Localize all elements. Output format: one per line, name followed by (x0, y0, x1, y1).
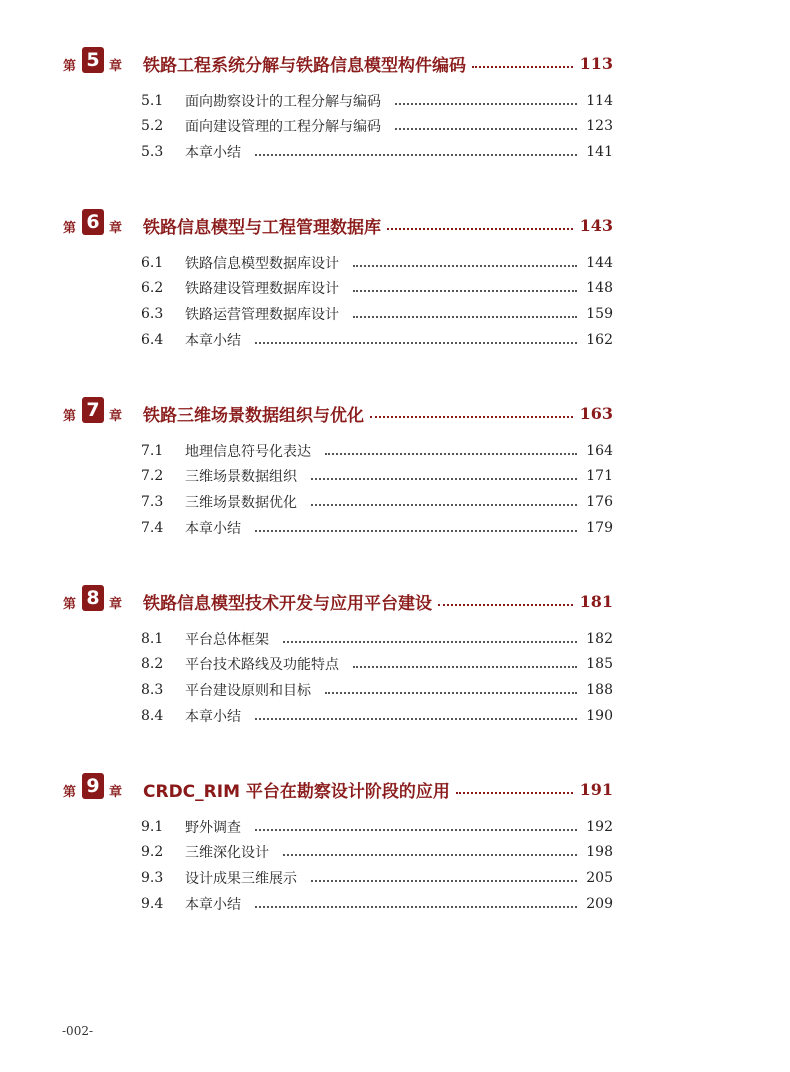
dot-leader (255, 829, 577, 831)
toc-entry[interactable] (141, 88, 613, 114)
section-title: 本章小结 (185, 144, 241, 161)
chapter-prefix: 第 (63, 221, 77, 236)
chapter-page[interactable]: 181 (579, 592, 613, 611)
chapter-number-badge: 6 (82, 209, 104, 235)
dot-leader (472, 66, 573, 68)
toc-entry[interactable] (141, 327, 613, 353)
section-number: 7.2 (141, 468, 164, 485)
section-number: 5.1 (141, 92, 164, 109)
dot-leader (325, 453, 577, 455)
toc-entry[interactable] (141, 652, 613, 678)
chapter-heading (0, 397, 790, 433)
section-title: 地理信息符号化表达 (185, 443, 311, 460)
chapter-title[interactable]: 铁路工程系统分解与铁路信息模型构件编码 (143, 56, 466, 76)
section-number: 6.2 (141, 280, 164, 297)
section-title: 三维场景数据优化 (185, 494, 297, 511)
toc-entry[interactable] (141, 114, 613, 140)
toc-entry[interactable] (141, 865, 613, 891)
section-title: 平台建设原则和目标 (185, 682, 311, 699)
section-title: 铁路运营管理数据库设计 (185, 306, 339, 323)
section-number: 7.1 (141, 442, 164, 459)
dot-leader (255, 530, 577, 532)
chapter-page[interactable]: 113 (579, 54, 613, 73)
chapter-prefix: 第 (63, 409, 77, 424)
section-number: 7.4 (141, 519, 164, 536)
chapter-heading (0, 209, 790, 245)
chapter-heading (0, 773, 790, 809)
dot-leader (353, 265, 577, 267)
section-page: 192 (586, 818, 613, 835)
section-number: 5.2 (141, 118, 164, 135)
section-title: 平台总体框架 (185, 631, 269, 648)
toc-entry[interactable] (141, 489, 613, 515)
chapter-page[interactable]: 163 (579, 404, 613, 423)
dot-leader (438, 604, 573, 606)
section-page: 198 (586, 844, 613, 861)
dot-leader (353, 316, 577, 318)
toc-entry[interactable] (141, 840, 613, 866)
section-number: 9.3 (141, 869, 164, 886)
section-number: 9.4 (141, 895, 164, 912)
section-number: 9.2 (141, 844, 164, 861)
section-page: 159 (586, 305, 613, 322)
section-title: 本章小结 (185, 332, 241, 349)
chapter-title[interactable]: 铁路信息模型与工程管理数据库 (143, 218, 381, 238)
section-page: 182 (586, 630, 613, 647)
chapter-suffix: 章 (109, 785, 123, 800)
section-number: 7.3 (141, 493, 164, 510)
section-page: 148 (586, 280, 613, 297)
dot-leader (456, 792, 573, 794)
section-number: 8.3 (141, 681, 164, 698)
dot-leader (283, 854, 577, 856)
section-title: 本章小结 (185, 896, 241, 913)
section-number: 9.1 (141, 818, 164, 835)
chapter-suffix: 章 (109, 59, 123, 74)
dot-leader (255, 718, 577, 720)
section-page: 205 (586, 869, 613, 886)
toc-entry[interactable] (141, 438, 613, 464)
chapter-9 (0, 773, 790, 916)
chapter-suffix: 章 (109, 221, 123, 236)
section-title: 本章小结 (185, 708, 241, 725)
dot-leader (395, 128, 577, 130)
section-title: 野外调查 (185, 819, 241, 836)
dot-leader (255, 154, 577, 156)
chapter-number-badge: 7 (82, 397, 104, 423)
dot-leader (255, 342, 577, 344)
toc-entry[interactable] (141, 276, 613, 302)
section-page: 179 (586, 519, 613, 536)
chapter-8 (0, 585, 790, 728)
chapter-heading (0, 585, 790, 621)
section-title: 面向建设管理的工程分解与编码 (185, 119, 381, 136)
chapter-title[interactable]: 铁路信息模型技术开发与应用平台建设 (143, 594, 432, 614)
dot-leader (311, 880, 577, 882)
chapter-prefix: 第 (63, 59, 77, 74)
section-page: 209 (586, 895, 613, 912)
section-page: 114 (586, 92, 613, 109)
section-title: 面向勘察设计的工程分解与编码 (185, 93, 381, 110)
toc-entry[interactable] (141, 515, 613, 541)
section-title: 三维深化设计 (185, 845, 269, 862)
chapter-title[interactable]: CRDC_RIM 平台在勘察设计阶段的应用 (143, 782, 450, 802)
dot-leader (387, 228, 573, 230)
section-page: 141 (586, 143, 613, 160)
section-title: 铁路信息模型数据库设计 (185, 255, 339, 272)
chapter-number-badge: 5 (82, 47, 104, 73)
section-page: 190 (586, 707, 613, 724)
section-number: 6.3 (141, 305, 164, 322)
section-page: 176 (586, 493, 613, 510)
toc-entry[interactable] (141, 814, 613, 840)
section-page: 171 (586, 468, 613, 485)
toc-entry[interactable] (141, 891, 613, 917)
section-title: 三维场景数据组织 (185, 469, 297, 486)
toc-entry[interactable] (141, 677, 613, 703)
section-number: 5.3 (141, 143, 164, 160)
toc-entry[interactable] (141, 301, 613, 327)
dot-leader (353, 290, 577, 292)
chapter-prefix: 第 (63, 785, 77, 800)
dot-leader (353, 666, 577, 668)
toc-entry[interactable] (141, 139, 613, 165)
chapter-number-badge: 9 (82, 773, 104, 799)
section-title: 设计成果三维展示 (185, 870, 297, 887)
page-number-footer: -002- (62, 1024, 94, 1038)
chapter-suffix: 章 (109, 409, 123, 424)
chapter-title[interactable]: 铁路三维场景数据组织与优化 (143, 406, 364, 426)
chapter-heading (0, 47, 790, 83)
section-page: 162 (586, 331, 613, 348)
section-list (0, 438, 790, 540)
section-page: 185 (586, 656, 613, 673)
section-list (0, 814, 790, 916)
dot-leader (255, 906, 577, 908)
chapter-6 (0, 209, 790, 352)
section-page: 188 (586, 681, 613, 698)
section-title: 铁路建设管理数据库设计 (185, 281, 339, 298)
section-number: 8.1 (141, 630, 164, 647)
section-page: 123 (586, 118, 613, 135)
dot-leader (311, 478, 577, 480)
section-page: 144 (586, 254, 613, 271)
section-list (0, 88, 790, 165)
chapter-prefix: 第 (63, 597, 77, 612)
chapter-page[interactable]: 143 (579, 216, 613, 235)
chapter-number-badge: 8 (82, 585, 104, 611)
section-number: 6.4 (141, 331, 164, 348)
section-title: 平台技术路线及功能特点 (185, 657, 339, 674)
section-number: 8.2 (141, 656, 164, 673)
dot-leader (395, 103, 577, 105)
toc-entry[interactable] (141, 703, 613, 729)
section-list (0, 250, 790, 352)
section-number: 8.4 (141, 707, 164, 724)
toc-entry[interactable] (141, 250, 613, 276)
chapter-7 (0, 397, 790, 540)
section-page: 164 (586, 442, 613, 459)
dot-leader (370, 416, 573, 418)
dot-leader (325, 692, 577, 694)
chapter-suffix: 章 (109, 597, 123, 612)
section-list (0, 626, 790, 728)
toc-entry[interactable] (141, 464, 613, 490)
toc-entry[interactable] (141, 626, 613, 652)
chapter-page[interactable]: 191 (579, 780, 613, 799)
section-title: 本章小结 (185, 520, 241, 537)
section-number: 6.1 (141, 254, 164, 271)
dot-leader (283, 641, 577, 643)
dot-leader (311, 504, 577, 506)
chapter-5 (0, 47, 790, 165)
